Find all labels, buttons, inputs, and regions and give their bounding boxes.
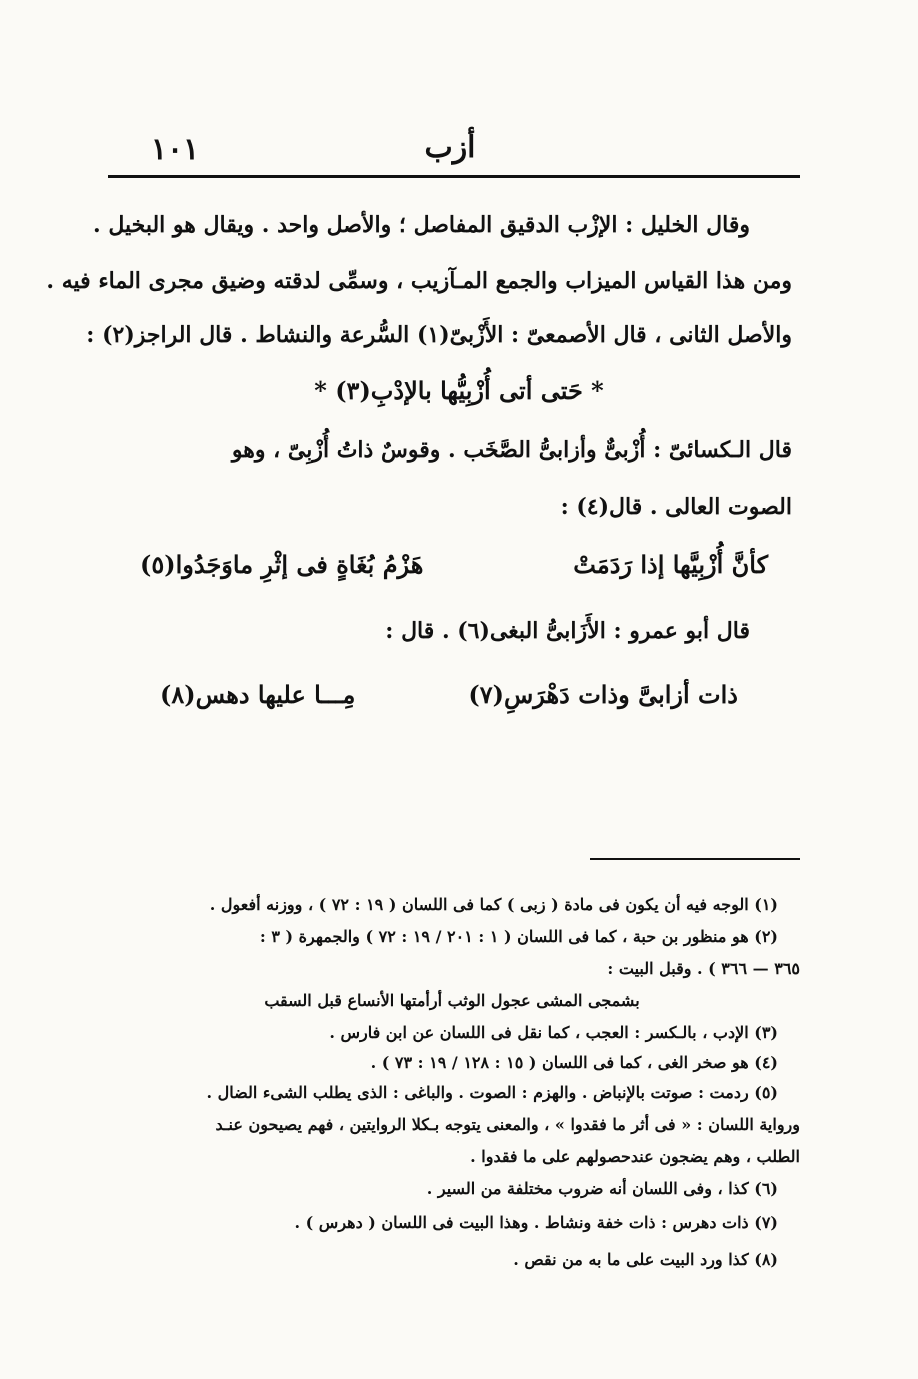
- footnote-2: (٢) هو منظور بن حبة ، كما فى اللسان ( ١ : ٢٠١ / ١٩ : ٧٢ ) والجمهرة ( ٣ :: [259, 927, 778, 946]
- footnote-2-verse: بشمجى المشى عجول الوثب أرأمتها الأنساع قبل السقب: [264, 991, 640, 1010]
- footnote-1: (١) الوجه فيه أن يكون فى مادة ( زبى ) كما فى اللسان ( ١٩ : ٧٢ ) ، ووزنه أفعول .: [209, 895, 778, 914]
- verse-3-first-half: ذات أزابىَّ وذات دَهْرَسِ(٧): [468, 680, 738, 709]
- verse-3-second-half: مِـــا عليها دهس(٨): [160, 680, 356, 709]
- footnote-2-cont: ٣٦٥ — ٣٦٦ ) . وقبل البيت :: [607, 959, 800, 978]
- footnote-3: (٣) الإدب ، بالـكسر : العجب ، كما نقل فى اللسان عن ابن فارس .: [329, 1023, 778, 1042]
- footnote-8: (٨) كذا ورد البيت على ما به من نقص .: [513, 1250, 778, 1269]
- body-line-1: وقال الخليل : الإزْب الدقيق المفاصل ؛ والأصل واحد . ويقال هو البخيل .: [93, 212, 750, 238]
- header-rule: [108, 175, 800, 178]
- body-line-5: الصوت العالى . قال(٤) :: [560, 494, 792, 520]
- running-head-title: أزب: [424, 130, 476, 165]
- verse-2-first-half: كأنَّ أُزْبِيَّها إذا رَدَمَتْ: [573, 550, 768, 579]
- verse-1: * حَتى أتى أُزْبِيُّها بالإدْبِ(٣) *: [314, 376, 604, 405]
- page-number: ١٠١: [150, 132, 200, 167]
- footnote-5-cont-2: الطلب ، وهم يضجون عندحصولهم على ما فقدوا .: [470, 1147, 800, 1166]
- footnote-5: (٥) ردمت : صوتت بالإنباض . والهزم : الصوت . والباغى : الذى يطلب الشىء الضال .: [206, 1083, 778, 1102]
- footnote-6: (٦) كذا ، وفى اللسان أنه ضروب مختلفة من السير .: [426, 1179, 778, 1198]
- body-line-2: ومن هذا القياس الميزاب والجمع المـآزيب ، وسمِّى لدقته وضيق مجرى الماء فيه .: [46, 268, 792, 294]
- body-line-3: والأصل الثانى ، قال الأصمعىّ : الأَزْبىّ(١) السُّرعة والنشاط . قال الراجز(٢) :: [86, 322, 792, 348]
- footnote-7: (٧) ذات دهرس : ذات خفة ونشاط . وهذا البيت فى اللسان ( دهرس ) .: [294, 1213, 778, 1232]
- footnote-4: (٤) هو صخر الغى ، كما فى اللسان ( ١٥ : ١٢٨ / ١٩ : ٧٣ ) .: [370, 1053, 778, 1072]
- footnote-5-cont-1: ورواية اللسان : « فى أثر ما فقدوا » ، والمعنى يتوجه بـكلا الروايتين ، فهم يصيحون عنـد: [215, 1115, 800, 1134]
- body-line-6: قال أبو عمرو : الأَزَابىُّ البغى(٦) . قال :: [385, 618, 750, 644]
- footnote-rule: [590, 858, 800, 860]
- verse-2-second-half: هَزْمُ بُغَاةٍ فى إثْرِ ماوَجَدُوا(٥): [140, 550, 424, 579]
- body-line-4: قال الـكسائىّ : أُزْبىٌّ وأزابىُّ الصَّخَب . وقوسٌ ذاتُ أُزْبِىّ ، وهو: [231, 437, 792, 463]
